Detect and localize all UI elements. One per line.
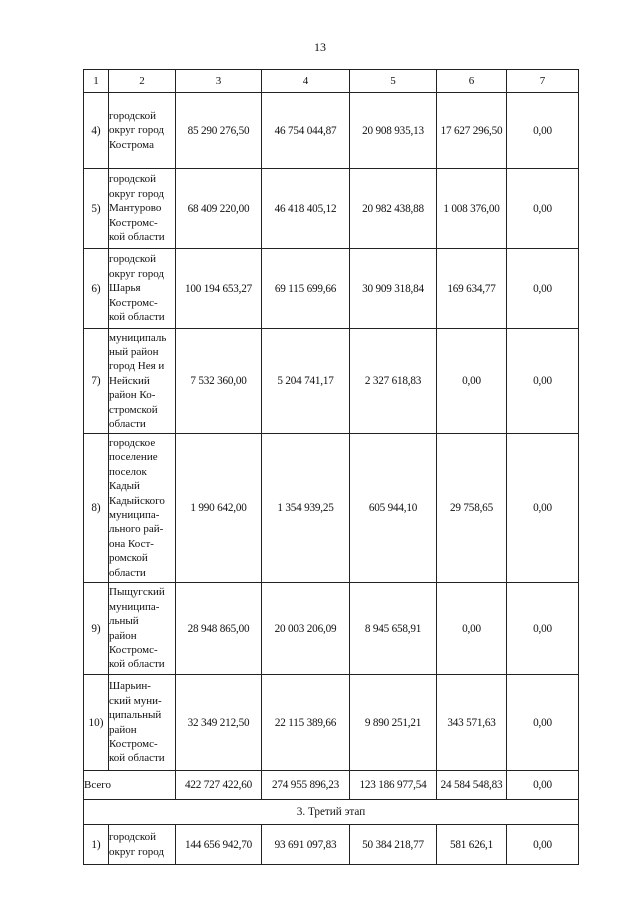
municipality-name: городской округ город Мантурово Костромс- кой области <box>109 169 176 249</box>
total-col6: 24 584 548,83 <box>437 771 507 800</box>
total-label: Всего <box>84 771 176 800</box>
total-col7: 0,00 <box>507 771 579 800</box>
total-amount: 422 727 422,60 <box>176 771 262 800</box>
amount-total: 1 990 642,00 <box>176 434 262 583</box>
amount-total: 68 409 220,00 <box>176 169 262 249</box>
amount-col4: 20 003 206,09 <box>262 583 350 675</box>
amount-col5: 9 890 251,21 <box>350 675 437 771</box>
row-number: 6) <box>84 249 109 329</box>
amount-col6: 0,00 <box>437 329 507 434</box>
row-number: 8) <box>84 434 109 583</box>
amount-total: 32 349 212,50 <box>176 675 262 771</box>
amount-total: 85 290 276,50 <box>176 93 262 169</box>
amount-col6: 0,00 <box>437 583 507 675</box>
header-cell: 1 <box>84 70 109 93</box>
amount-col6: 1 008 376,00 <box>437 169 507 249</box>
table-row <box>84 249 579 329</box>
budget-table <box>83 69 579 865</box>
municipality-name: городской округ город <box>109 825 176 865</box>
table-row <box>84 675 579 771</box>
amount-col6: 581 626,1 <box>437 825 507 865</box>
amount-col7: 0,00 <box>507 249 579 329</box>
amount-col5: 20 982 438,88 <box>350 169 437 249</box>
header-cell: 4 <box>262 70 350 93</box>
table-row <box>84 434 579 583</box>
amount-col6: 343 571,63 <box>437 675 507 771</box>
amount-col5: 30 909 318,84 <box>350 249 437 329</box>
stage-header-row <box>84 800 579 825</box>
table-row <box>84 583 579 675</box>
row-number: 7) <box>84 329 109 434</box>
amount-col6: 17 627 296,50 <box>437 93 507 169</box>
amount-col4: 69 115 699,66 <box>262 249 350 329</box>
amount-total: 144 656 942,70 <box>176 825 262 865</box>
stage-title: 3. Третий этап <box>84 800 579 825</box>
table-row <box>84 825 579 865</box>
amount-col4: 93 691 097,83 <box>262 825 350 865</box>
row-number: 1) <box>84 825 109 865</box>
municipality-name: городской округ город Кострома <box>109 93 176 169</box>
municipality-name: Шарьин- ский муни- ципальный район Костромс- кой области <box>109 675 176 771</box>
table-row <box>84 329 579 434</box>
header-cell: 7 <box>507 70 579 93</box>
amount-col7: 0,00 <box>507 825 579 865</box>
amount-col5: 605 944,10 <box>350 434 437 583</box>
amount-col5: 8 945 658,91 <box>350 583 437 675</box>
municipality-name: городской округ город Шарья Костромс- кой области <box>109 249 176 329</box>
amount-col5: 50 384 218,77 <box>350 825 437 865</box>
amount-col5: 20 908 935,13 <box>350 93 437 169</box>
page-number: 13 <box>314 40 326 54</box>
municipality-name: муниципаль ный район город Нея и Нейский район Ко- стромской области <box>109 329 176 434</box>
amount-col7: 0,00 <box>507 675 579 771</box>
total-col5: 123 186 977,54 <box>350 771 437 800</box>
amount-col4: 46 754 044,87 <box>262 93 350 169</box>
amount-col6: 29 758,65 <box>437 434 507 583</box>
row-number: 5) <box>84 169 109 249</box>
amount-col7: 0,00 <box>507 169 579 249</box>
municipality-name: Пыщугский муниципа- льный район Костромс- кой области <box>109 583 176 675</box>
header-cell: 2 <box>109 70 176 93</box>
amount-col5: 2 327 618,83 <box>350 329 437 434</box>
table-header-row <box>84 70 579 93</box>
amount-col7: 0,00 <box>507 434 579 583</box>
table-row <box>84 169 579 249</box>
total-col4: 274 955 896,23 <box>262 771 350 800</box>
amount-total: 7 532 360,00 <box>176 329 262 434</box>
amount-col4: 46 418 405,12 <box>262 169 350 249</box>
amount-col7: 0,00 <box>507 583 579 675</box>
row-number: 4) <box>84 93 109 169</box>
amount-col7: 0,00 <box>507 329 579 434</box>
header-cell: 6 <box>437 70 507 93</box>
header-cell: 5 <box>350 70 437 93</box>
amount-col4: 22 115 389,66 <box>262 675 350 771</box>
amount-col6: 169 634,77 <box>437 249 507 329</box>
amount-total: 28 948 865,00 <box>176 583 262 675</box>
municipality-name: городское поселение поселок Кадый Кадыйского муниципа- льного рай- она Кост- ромской области <box>109 434 176 583</box>
amount-total: 100 194 653,27 <box>176 249 262 329</box>
row-number: 9) <box>84 583 109 675</box>
total-row <box>84 771 579 800</box>
row-number: 10) <box>84 675 109 771</box>
header-cell: 3 <box>176 70 262 93</box>
amount-col4: 5 204 741,17 <box>262 329 350 434</box>
table-row <box>84 93 579 169</box>
amount-col7: 0,00 <box>507 93 579 169</box>
amount-col4: 1 354 939,25 <box>262 434 350 583</box>
